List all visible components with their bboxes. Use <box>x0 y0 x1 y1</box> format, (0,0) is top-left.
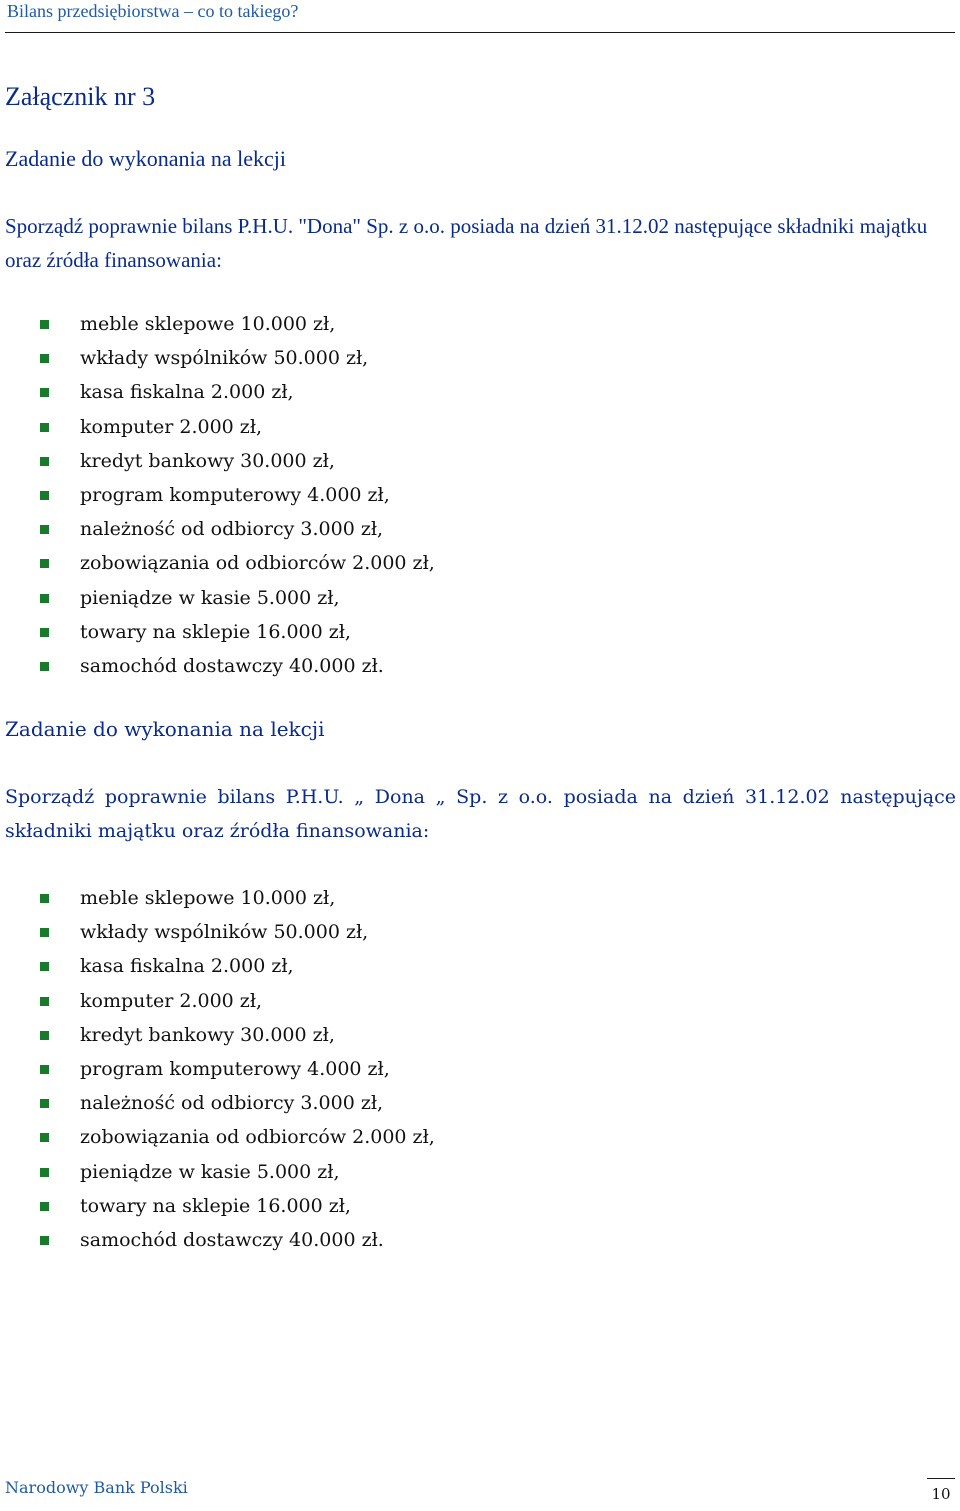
list-item-text: kasa fiskalna 2.000 zł, <box>80 381 294 404</box>
square-bullet-icon <box>40 894 49 903</box>
list-item <box>40 984 435 1018</box>
square-bullet-icon <box>40 997 49 1006</box>
list-item-text: meble sklepowe 10.000 zł, <box>80 887 336 909</box>
square-bullet-icon <box>40 594 49 603</box>
list-item-text: wkłady wspólników 50.000 zł, <box>80 347 369 370</box>
list-item <box>40 1189 435 1223</box>
square-bullet-icon <box>40 1031 49 1040</box>
list-item <box>40 615 435 649</box>
list-item-text: towary na sklepie 16.000 zł, <box>80 620 351 643</box>
list-item <box>40 512 435 546</box>
page-number: 10 <box>927 1478 955 1507</box>
square-bullet-icon <box>40 559 49 568</box>
list-item <box>40 881 435 915</box>
list-item <box>40 1120 435 1154</box>
list-item-text: kredyt bankowy 30.000 zł, <box>80 1023 335 1046</box>
list-item-text: program komputerowy 4.000 zł, <box>80 483 390 506</box>
list-item-text: towary na sklepie 16.000 zł, <box>80 1194 351 1217</box>
list-item <box>40 1052 435 1086</box>
list-item-text: należność od odbiorcy 3.000 zł, <box>80 1092 384 1115</box>
list-item-text: pieniądze w kasie 5.000 zł, <box>80 586 340 609</box>
list-item <box>40 375 435 409</box>
square-bullet-icon <box>40 457 49 466</box>
list-item-text: komputer 2.000 zł, <box>80 989 263 1012</box>
section2-asset-list <box>40 881 435 1257</box>
page-header <box>5 0 955 33</box>
list-item-text: program komputerowy 4.000 zł, <box>80 1057 390 1080</box>
list-item <box>40 581 435 615</box>
square-bullet-icon <box>40 928 49 937</box>
section1-title: Załącznik nr 3 <box>5 82 156 111</box>
list-item-text: komputer 2.000 zł, <box>80 415 263 438</box>
square-bullet-icon <box>40 1236 49 1245</box>
list-item <box>40 307 435 341</box>
square-bullet-icon <box>40 354 49 363</box>
list-item-text: samochód dostawczy 40.000 zł. <box>80 654 384 677</box>
list-item <box>40 915 435 949</box>
square-bullet-icon <box>40 1202 49 1211</box>
list-item-text: kasa fiskalna 2.000 zł, <box>80 955 294 978</box>
square-bullet-icon <box>40 320 49 329</box>
square-bullet-icon <box>40 1065 49 1074</box>
square-bullet-icon <box>40 1168 49 1177</box>
list-item-text: kredyt bankowy 30.000 zł, <box>80 449 335 472</box>
list-item <box>40 949 435 983</box>
list-item <box>40 1086 435 1120</box>
section1-heading: Zadanie do wykonania na lekcji <box>5 146 287 171</box>
list-item <box>40 478 435 512</box>
list-item-text: wkłady wspólników 50.000 zł, <box>80 921 369 944</box>
footer-publisher: Narodowy Bank Polski <box>5 1478 188 1497</box>
list-item-text: meble sklepowe 10.000 zł, <box>80 313 336 335</box>
square-bullet-icon <box>40 491 49 500</box>
square-bullet-icon <box>40 1099 49 1108</box>
square-bullet-icon <box>40 525 49 534</box>
list-item-text: pieniądze w kasie 5.000 zł, <box>80 1160 340 1183</box>
list-item-text: zobowiązania od odbiorców 2.000 zł, <box>80 552 435 575</box>
square-bullet-icon <box>40 423 49 432</box>
list-item <box>40 546 435 580</box>
list-item-text: należność od odbiorcy 3.000 zł, <box>80 518 384 541</box>
list-item-text: samochód dostawczy 40.000 zł. <box>80 1228 384 1251</box>
list-item-text: zobowiązania od odbiorców 2.000 zł, <box>80 1126 435 1149</box>
square-bullet-icon <box>40 962 49 971</box>
list-item <box>40 410 435 444</box>
list-item <box>40 649 435 683</box>
section2-heading: Zadanie do wykonania na lekcji <box>5 717 325 741</box>
header-title: Bilans przedsiębiorstwa – co to takiego? <box>7 1 299 21</box>
section1-intro: Sporządź poprawnie bilans P.H.U. "Dona" Sp. z o.o. posiada na dzień 31.12.02 następujące składniki majątku oraz źródła finansowania: <box>5 214 928 272</box>
list-item <box>40 341 435 375</box>
square-bullet-icon <box>40 628 49 637</box>
list-item <box>40 1018 435 1052</box>
list-item <box>40 1155 435 1189</box>
square-bullet-icon <box>40 1133 49 1142</box>
square-bullet-icon <box>40 662 49 671</box>
section1-asset-list <box>40 307 435 683</box>
square-bullet-icon <box>40 388 49 397</box>
section2-intro: Sporządź poprawnie bilans P.H.U. „ Dona „ Sp. z o.o. posiada na dzień 31.12.02 następujące składniki majątku oraz źródła finansowania: <box>5 786 956 842</box>
list-item <box>40 444 435 478</box>
list-item <box>40 1223 435 1257</box>
